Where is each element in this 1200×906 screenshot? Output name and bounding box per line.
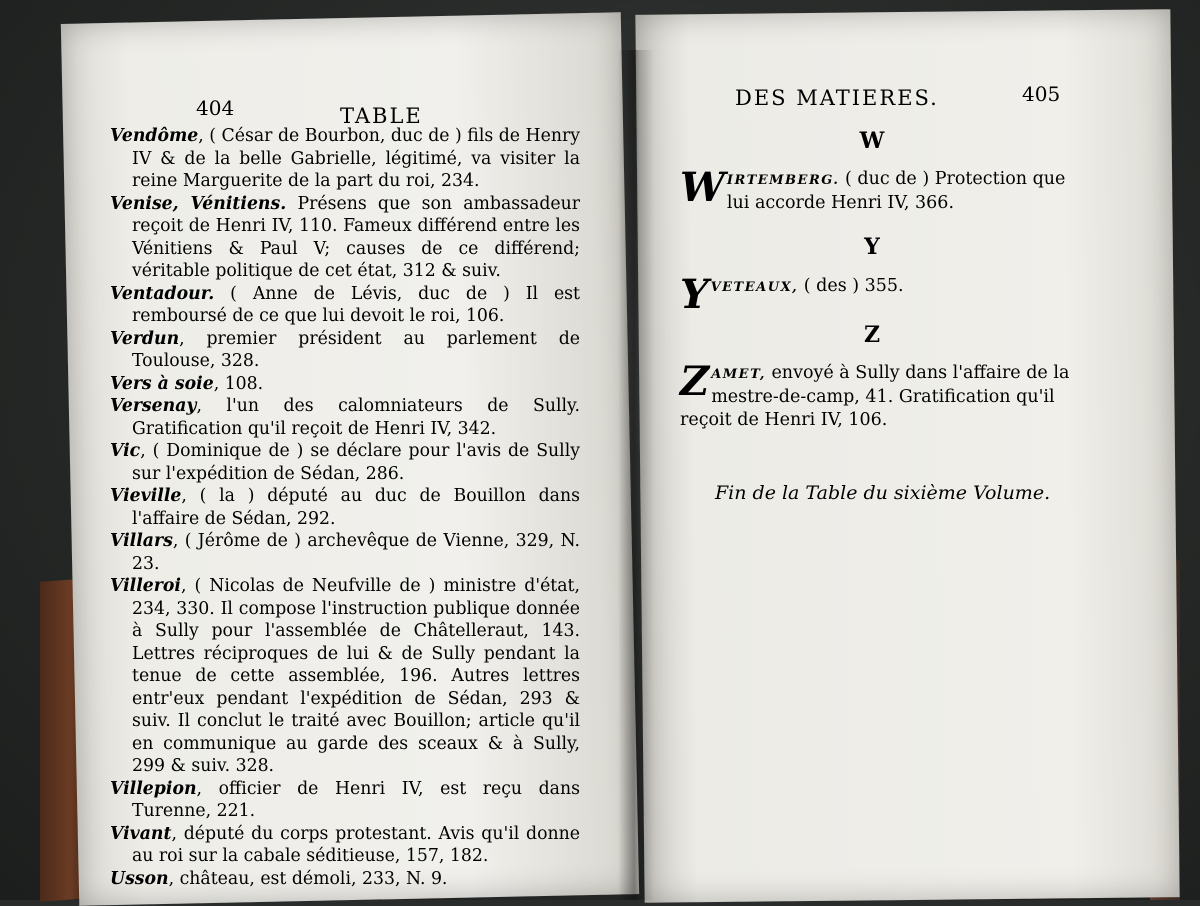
right-page-number: 405	[1022, 82, 1061, 106]
index-entry: Vic, ( Dominique de ) se déclare pour l'avis de Sully sur l'expédition de Sédan, 286.	[110, 441, 580, 484]
index-entry: Venise, Vénitiens. Présens que son ambassadeur reçoit de Henri IV, 110. Fameux différend entre les Vénitiens & Paul V; causes de ce différend; véritable politique de cet état, 312 & suiv.	[110, 193, 581, 281]
left-page-number: 404	[196, 96, 235, 120]
index-entry: Ventadour. ( Anne de Lévis, duc de ) Il est remboursé de ce que lui devoit le roi, 106.	[110, 283, 580, 326]
dropcap-y: Y	[680, 271, 709, 318]
index-entry: Usson, château, est démoli, 233, N. 9.	[110, 868, 448, 889]
index-entry: Vers à soie, 108.	[110, 373, 264, 394]
section-letter-y: Y	[864, 234, 880, 260]
section-letter-w: W	[859, 128, 885, 154]
closing-line: Fin de la Table du sixième Volume.	[715, 482, 1051, 504]
index-entry: Vieville, ( la ) député au duc de Bouillon dans l'affaire de Sédan, 292.	[110, 486, 580, 529]
index-entry-y: YVETEAUX, ( des ) 355.	[680, 271, 904, 318]
index-entry: Villepion, officier de Henri IV, est reçu dans Turenne, 221.	[110, 778, 580, 821]
index-entry: Vivant, député du corps protestant. Avis qu'il donne au roi sur la cabale séditieuse, 157, 182.	[110, 823, 580, 866]
dropcap-z: Z	[680, 358, 710, 405]
section-letter-z: Z	[863, 322, 881, 348]
right-page-header: DES MATIERES.	[735, 86, 939, 110]
index-entry-z: ZAMET, envoyé à Sully dans l'affaire de la mestre-de-camp, 41. Gratification qu'il reçoit de Henri IV, 106.	[680, 358, 1070, 430]
dropcap-w: W	[680, 164, 725, 211]
index-entries	[110, 125, 580, 890]
index-entry: Villars, ( Jérôme de ) archevêque de Vienne, 329, N. 23.	[110, 531, 580, 574]
index-entry: Verdun, premier président au parlement de Toulouse, 328.	[110, 328, 580, 371]
right-page	[635, 9, 1179, 903]
book-gutter-shadow	[618, 50, 654, 900]
index-entry-w: WIRTEMBERG. ( duc de ) Protection que lui accorde Henri IV, 366.	[680, 164, 1066, 213]
left-page-header: TABLE	[340, 104, 423, 128]
index-entry: Versenay, l'un des calomniateurs de Sully. Gratification qu'il reçoit de Henri IV, 342.	[110, 396, 580, 439]
index-entry: Villeroi, ( Nicolas de Neufville de ) ministre d'état, 234, 330. Il compose l'instruction publique donnée à Sully pour l'assemblée de Châtelleraut, 143. Lettres réciproques de lui & de Sully pendant la tenue de cette assemblée, 196. Autres lettres entr'eux pendant l'expédition de Sédan, 293 & suiv. Il conclut le traité avec Bouillon; article qu'il en communique au garde des sceaux & à Sully, 299 & suiv. 328.	[110, 576, 580, 776]
index-entry: Vendôme, ( César de Bourbon, duc de ) fils de Henry IV & de la belle Gabrielle, légitimé, va visiter la reine Marguerite de la part du roi, 234.	[110, 126, 580, 191]
